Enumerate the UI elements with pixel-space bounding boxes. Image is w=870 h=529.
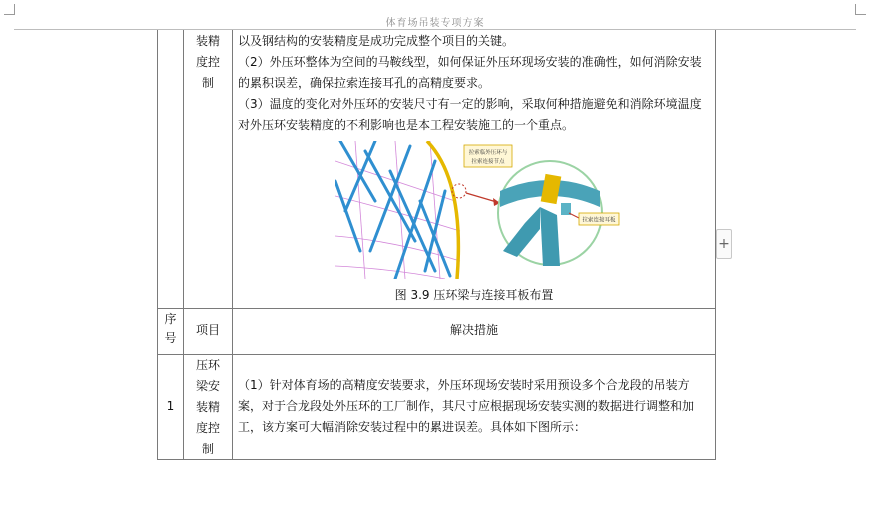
row1-category bbox=[184, 355, 232, 460]
header-item: 项目 bbox=[195, 323, 220, 337]
category-line: 装精 bbox=[195, 400, 220, 414]
figure-caption: 图 3.9 压环梁与连接耳板布置 bbox=[394, 288, 554, 302]
running-header-title: 体育场吊装专项方案 bbox=[385, 18, 485, 29]
paragraph: 以及钢结构的安装精度是成功完成整个项目的关键。 bbox=[238, 34, 515, 48]
category-line: 度控 bbox=[195, 421, 220, 435]
category-cell-top bbox=[184, 31, 232, 94]
category-line: 压环 bbox=[195, 358, 220, 372]
category-line: 制 bbox=[201, 76, 214, 90]
category-line: 制 bbox=[201, 442, 214, 456]
header-seq-line: 号 bbox=[164, 331, 177, 345]
header-seq-line: 序 bbox=[164, 312, 177, 326]
category-line: 度控 bbox=[195, 55, 220, 69]
category-line: 装精 bbox=[195, 34, 220, 48]
header-seq bbox=[158, 310, 183, 348]
callout-top-line-2: 拉索连接节点 bbox=[471, 159, 505, 165]
callout-top-line-1: 拉索临外压环与 bbox=[468, 150, 508, 156]
category-line: 梁安 bbox=[195, 379, 220, 393]
callout-right-label: 拉索连接耳板 bbox=[582, 217, 616, 224]
figure-compression-ring bbox=[335, 141, 621, 279]
header-solution: 解决措施 bbox=[449, 323, 498, 337]
row1-seq: 1 bbox=[166, 399, 175, 413]
paragraph: （3）温度的变化对外压环的安装尺寸有一定的影响，采取何种措施避免和消除环境温度对外压环安装精度的不利影响也是本工程安装施工的一个重点。 bbox=[238, 97, 702, 132]
row1-text: （1）针对体育场的高精度安装要求，外压环现场安装时采用预设多个合龙段的吊装方案，对于合龙段处外压环的工厂制作，其尺寸应根据现场安装实测的数据进行调整和加工，该方案可大幅消除安装过程中的累进误差。具体如下图所示： bbox=[238, 378, 695, 434]
add-comment-button[interactable]: + bbox=[716, 229, 732, 259]
running-header-rule bbox=[14, 29, 856, 30]
figure-drawing bbox=[335, 141, 621, 279]
content-cell-top bbox=[238, 31, 712, 136]
paragraph: （2）外压环整体为空间的马鞍线型，如何保证外压环现场安装的准确性，如何消除安装的累积误差，确保拉索连接耳孔的高精度要求。 bbox=[238, 55, 702, 90]
